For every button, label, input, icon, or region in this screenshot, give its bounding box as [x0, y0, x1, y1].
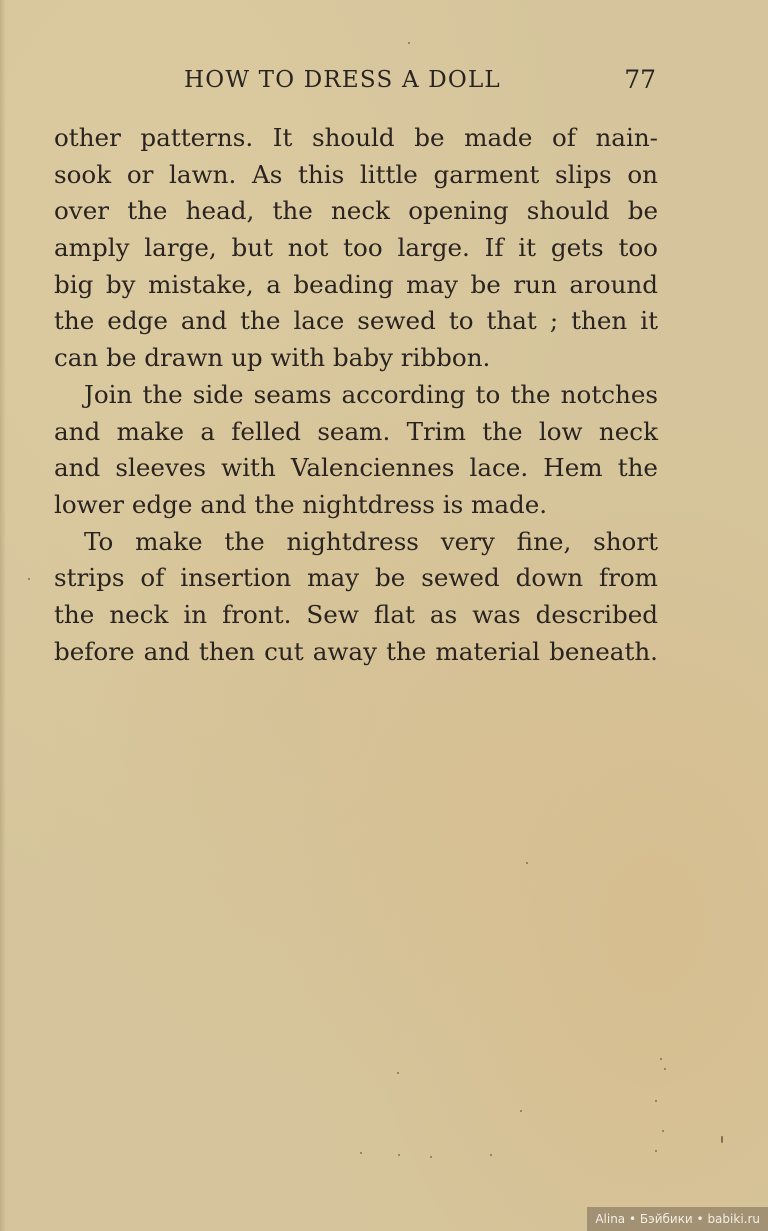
paragraph-1	[54, 120, 658, 377]
text-line: To make the nightdress very fine, short	[84, 526, 658, 556]
text-line: lower edge and the nightdress is made.	[54, 489, 548, 519]
text-line: over the head, the neck opening should be	[54, 196, 658, 226]
text-line: sook or lawn. As this little garment slips on	[54, 159, 658, 189]
text-line: and sleeves with Valenciennes lace. Hem the	[54, 453, 658, 483]
body-text	[54, 120, 658, 670]
running-title: HOW TO DRESS A DOLL	[184, 67, 501, 93]
text-line: other patterns. It should be made of nain-	[54, 123, 658, 152]
watermark: Alina • Бэйбики • babiki.ru	[587, 1207, 768, 1231]
text-line: and make a felled seam. Trim the low neck	[54, 416, 658, 446]
text-line: strips of insertion may be sewed down from	[54, 563, 658, 593]
text-line: before and then cut away the material beneath.	[54, 636, 658, 666]
text-line: amply large, but not too large. If it gets too	[54, 233, 658, 263]
paragraph-2	[54, 377, 658, 524]
paragraph-3	[54, 524, 658, 671]
page-number: 77	[624, 65, 656, 94]
text-line: can be drawn up with baby ribbon.	[54, 343, 491, 373]
text-line: big by mistake, a beading may be run around	[54, 269, 658, 299]
running-head	[54, 62, 658, 98]
text-line: the neck in front. Sew flat as was described	[54, 599, 658, 629]
page-edge-shadow	[0, 0, 6, 1231]
text-line: Join the side seams according to the notches	[84, 379, 658, 409]
text-line: the edge and the lace sewed to that ; then it	[54, 306, 658, 336]
